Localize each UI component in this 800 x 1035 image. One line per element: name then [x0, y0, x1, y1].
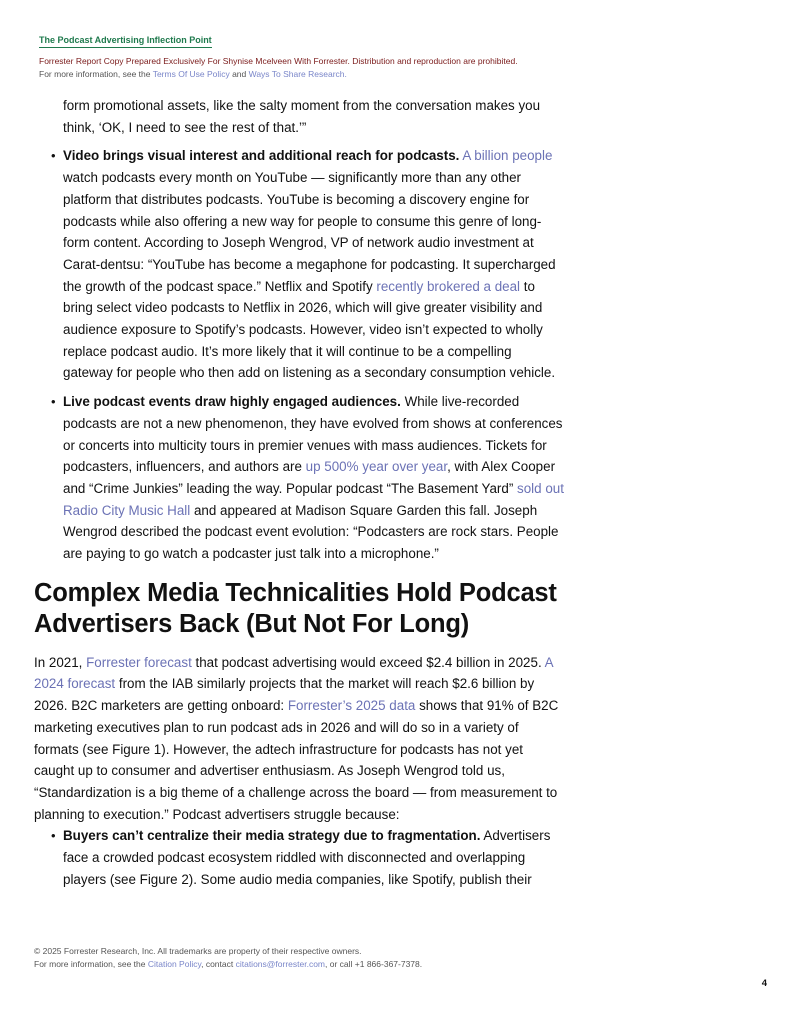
intro-text-2: that podcast advertising would exceed $2.4 billion in 2025.	[191, 654, 545, 670]
brokered-deal-link[interactable]: recently brokered a deal	[376, 278, 521, 294]
intro-text-1: In 2021,	[34, 654, 87, 670]
live-text-2: , with Alex Cooper and “Crime Junkies” leading the way. Popular podcast “The Basement Yard”	[63, 459, 556, 496]
ways-to-share-link[interactable]: Ways To Share Research.	[248, 69, 347, 79]
footer-info-prefix: For more information, see the	[34, 959, 148, 969]
page-header	[39, 30, 759, 79]
footer-info-line	[34, 959, 754, 969]
header-info-and: and	[229, 69, 249, 79]
page-footer	[34, 946, 754, 969]
billion-people-link[interactable]: A billion people	[462, 148, 553, 164]
live-text-3: and appeared at Madison Square Garden this fall. Joseph Wengrod described the podcast event evolution: “Podcasters are rock stars. People are paying to go watch a podcaster just talk into a microphone.”	[63, 502, 559, 562]
header-info-line	[39, 69, 759, 79]
up-500-percent-link[interactable]: up 500% year over year	[305, 459, 448, 475]
forrester-forecast-link[interactable]: Forrester forecast	[86, 654, 192, 670]
list-item-video	[34, 145, 564, 384]
buyers-text-1: Advertisers face a crowded podcast ecosystem riddled with disconnected and overlapping players (see Figure 2). Some audio media companies, like Spotify, publish their	[63, 828, 551, 887]
citation-policy-link[interactable]: Citation Policy	[147, 959, 202, 969]
live-lead: Live podcast events draw highly engaged audiences.	[63, 394, 401, 410]
video-text-1: watch podcasts every month on YouTube — significantly more than any other platform that distributes podcasts. YouTube is becoming a discovery engine for podcasts while also offering a new way for people to consume this genre of long-form content. According to Joseph Wengrod, VP of network audio investment at Carat-dentsu: “YouTube has become a megaphone for podcasting. It supercharged the growth of the podcast space.” Netflix and Spotify	[63, 170, 556, 294]
video-lead: Video brings visual interest and additional reach for podcasts.	[63, 148, 460, 164]
copyright-notice: © 2025 Forrester Research, Inc. All trademarks are property of their respective owners.	[34, 946, 362, 956]
footer-info-suffix: , or call +1 866-367-7378.	[325, 959, 423, 969]
radio-city-link[interactable]: sold out Radio City Music Hall	[63, 480, 564, 518]
intro-text-3: from the IAB similarly projects that the market will reach $2.6 billion by 2026. B2C marketers are getting onboard:	[34, 676, 535, 714]
benefits-list	[34, 145, 564, 564]
buyers-lead: Buyers can’t centralize their media strategy due to fragmentation.	[63, 828, 481, 844]
report-title[interactable]: The Podcast Advertising Inflection Point	[39, 35, 212, 48]
report-body	[34, 95, 564, 891]
terms-of-use-link[interactable]: Terms Of Use Policy	[152, 69, 230, 79]
intro-text-4: shows that 91% of B2C marketing executives plan to run podcast ads in 2026 and will do so in a variety of formats (see Figure 1). However, the adtech infrastructure for podcasts has not yet caught up to consumer and advertiser enthusiasm. As Joseph Wengrod told us, “Standardization is a big theme of a challenge across the board — from measurement to planning to execution.” Podcast advertisers struggle because:	[34, 698, 559, 822]
section-heading: Complex Media Technicalities Hold Podcast Advertisers Back (But Not For Long)	[34, 578, 557, 638]
citations-email-link[interactable]: citations@forrester.com	[235, 959, 326, 969]
list-item-fragmentation	[34, 825, 564, 890]
video-text-2: to bring select video podcasts to Netflix in 2026, which will give greater visibility and audience exposure to Spotify’s podcasts. However, video isn’t expected to wholly replace podcast audio. It’s more likely that it will continue to be a compelling gateway for people who then add on listening as a secondary consumption vehicle.	[63, 278, 556, 381]
intro-paragraph	[34, 652, 564, 826]
page-number: 4	[761, 978, 767, 989]
footer-info-mid: , contact	[201, 959, 236, 969]
header-info-prefix: For more information, see the	[39, 69, 153, 79]
challenges-list	[34, 825, 564, 890]
forrester-data-link[interactable]: Forrester’s 2025 data	[287, 698, 416, 714]
iab-forecast-link[interactable]: A 2024 forecast	[34, 654, 553, 692]
live-text-1: While live-recorded podcasts are not a new phenomenon, they have evolved from shows at conferences or concerts into multicity tours in premier venues with mass audiences. Tickets for podcasters, influencers, and authors are	[63, 394, 563, 475]
continuation-paragraph: form promotional assets, like the salty moment from the conversation makes you think, ‘OK, I need to see the rest of that.’”	[63, 98, 541, 135]
list-item-live-events	[34, 391, 564, 565]
distribution-notice: Forrester Report Copy Prepared Exclusively For Shynise Mcelveen With Forrester. Distribution and reproduction are prohibited.	[39, 56, 518, 66]
